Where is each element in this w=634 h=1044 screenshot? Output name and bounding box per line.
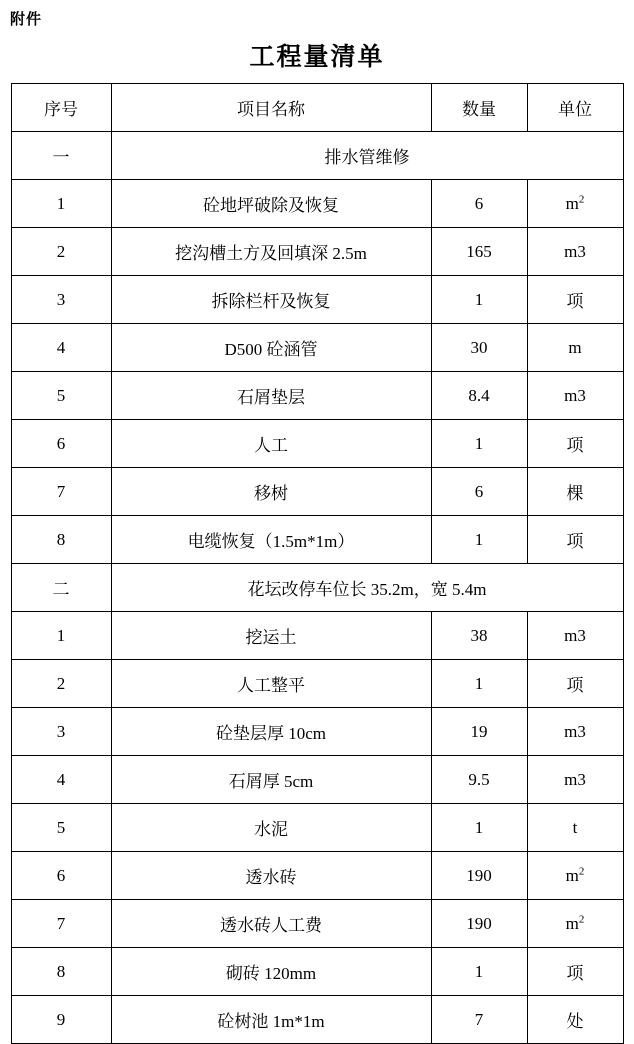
table-row <box>11 228 623 276</box>
cell-seq: 3 <box>11 708 111 756</box>
cell-quantity: 190 <box>431 900 527 948</box>
cell-seq: 2 <box>11 228 111 276</box>
cell-unit: t <box>527 804 623 852</box>
cell-unit: $m^2$ <box>527 180 623 228</box>
cell-name: 拆除栏杆及恢复 <box>111 276 431 324</box>
column-header-seq: 序号 <box>11 84 111 132</box>
cell-seq: 6 <box>11 420 111 468</box>
table-row <box>11 420 623 468</box>
table-row <box>11 516 623 564</box>
cell-unit: $m^2$ <box>527 900 623 948</box>
column-header-name: 项目名称 <box>111 84 431 132</box>
cell-name: D500 砼涵管 <box>111 324 431 372</box>
cell-quantity: 7 <box>431 996 527 1044</box>
cell-name: 移树 <box>111 468 431 516</box>
cell-seq: 8 <box>11 948 111 996</box>
cell-seq: 8 <box>11 516 111 564</box>
table-row <box>11 756 623 804</box>
cell-name: 砼垫层厚 10cm <box>111 708 431 756</box>
cell-quantity: 8.4 <box>431 372 527 420</box>
cell-name: 电缆恢复（1.5m*1m） <box>111 516 431 564</box>
cell-quantity: 1 <box>431 804 527 852</box>
table-body <box>11 132 623 1044</box>
cell-quantity: 9.5 <box>431 756 527 804</box>
table-section-row <box>11 564 623 612</box>
table-row <box>11 996 623 1044</box>
cell-quantity: 1 <box>431 948 527 996</box>
cell-seq: 2 <box>11 660 111 708</box>
cell-unit: m3 <box>527 708 623 756</box>
attachment-label: 附件 <box>10 11 43 28</box>
cell-name: 砼地坪破除及恢复 <box>111 180 431 228</box>
cell-quantity: 30 <box>431 324 527 372</box>
cell-name: 人工整平 <box>111 660 431 708</box>
cell-quantity: 1 <box>431 420 527 468</box>
cell-unit: 项 <box>527 276 623 324</box>
cell-quantity: 6 <box>431 180 527 228</box>
cell-unit: 项 <box>527 420 623 468</box>
table-section-row <box>11 132 623 180</box>
cell-quantity: 1 <box>431 276 527 324</box>
cell-seq: 一 <box>11 132 111 180</box>
table-row <box>11 180 623 228</box>
cell-unit: m3 <box>527 372 623 420</box>
cell-seq: 7 <box>11 468 111 516</box>
cell-seq: 二 <box>11 564 111 612</box>
cell-seq: 4 <box>11 756 111 804</box>
table-row <box>11 660 623 708</box>
cell-seq: 1 <box>11 180 111 228</box>
cell-seq: 5 <box>11 372 111 420</box>
cell-seq: 3 <box>11 276 111 324</box>
cell-quantity: 1 <box>431 660 527 708</box>
cell-name: 石屑厚 5cm <box>111 756 431 804</box>
cell-name: 石屑垫层 <box>111 372 431 420</box>
cell-seq: 9 <box>11 996 111 1044</box>
cell-name: 砼树池 1m*1m <box>111 996 431 1044</box>
column-header-quantity: 数量 <box>431 84 527 132</box>
cell-quantity: 1 <box>431 516 527 564</box>
cell-unit: m3 <box>527 612 623 660</box>
cell-unit: m <box>527 324 623 372</box>
table-row <box>11 324 623 372</box>
cell-name: 排水管维修 <box>111 132 623 180</box>
cell-seq: 4 <box>11 324 111 372</box>
cell-name: 挖沟槽土方及回填深 2.5m <box>111 228 431 276</box>
cell-name: 水泥 <box>111 804 431 852</box>
cell-seq: 7 <box>11 900 111 948</box>
cell-quantity: 190 <box>431 852 527 900</box>
cell-quantity: 6 <box>431 468 527 516</box>
cell-seq: 1 <box>11 612 111 660</box>
cell-unit: 项 <box>527 516 623 564</box>
cell-unit: 处 <box>527 996 623 1044</box>
cell-name: 砌砖 120mm <box>111 948 431 996</box>
bill-of-quantities-table <box>11 83 624 1044</box>
table-row <box>11 804 623 852</box>
table-row <box>11 852 623 900</box>
cell-unit: 棵 <box>527 468 623 516</box>
table-header <box>11 84 623 132</box>
cell-seq: 6 <box>11 852 111 900</box>
table-row <box>11 708 623 756</box>
cell-quantity: 19 <box>431 708 527 756</box>
cell-name: 透水砖 <box>111 852 431 900</box>
cell-name: 人工 <box>111 420 431 468</box>
table-row <box>11 948 623 996</box>
cell-unit: $m^2$ <box>527 852 623 900</box>
cell-quantity: 165 <box>431 228 527 276</box>
cell-quantity: 38 <box>431 612 527 660</box>
table-header-row <box>11 84 623 132</box>
table-row <box>11 372 623 420</box>
cell-unit: m3 <box>527 228 623 276</box>
column-header-unit: 单位 <box>527 84 623 132</box>
cell-unit: m3 <box>527 756 623 804</box>
table-row <box>11 468 623 516</box>
cell-unit: 项 <box>527 948 623 996</box>
page-title: 工程量清单 <box>249 43 385 71</box>
cell-name: 透水砖人工费 <box>111 900 431 948</box>
table-row <box>11 276 623 324</box>
cell-unit: 项 <box>527 660 623 708</box>
cell-name: 挖运土 <box>111 612 431 660</box>
table-row <box>11 612 623 660</box>
cell-name: 花坛改停车位长 35.2m，宽 5.4m <box>111 564 623 612</box>
table-row <box>11 900 623 948</box>
cell-seq: 5 <box>11 804 111 852</box>
